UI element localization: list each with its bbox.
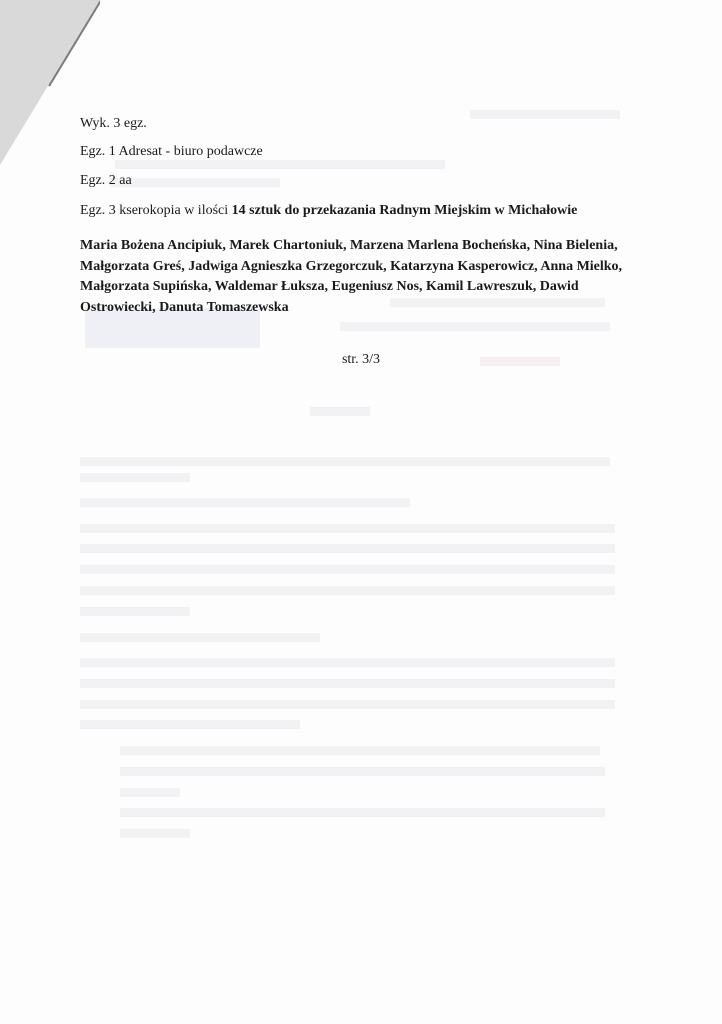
copy-3-line xyxy=(80,202,577,220)
recipients-list: Maria Bożena Ancipiuk, Marek Chartoniuk, Marzena Marlena Bocheńska, Nina Bielenia, Małgorzata Greś, Jadwiga Agnieszka Grzegorczuk, Katarzyna Kasperowicz, Anna Mielko, Małgorzata Supińska, Waldemar Łuksza, Eugeniusz Nos, Kamil Lawreszuk, Dawid Ostrowiecki, Danuta Tomaszewska xyxy=(80,238,623,315)
page-number: str. 3/3 xyxy=(341,352,381,367)
copy-3-emphasis: 14 sztuk do przekazania Radnym Miejskim w Michałowie xyxy=(231,203,578,218)
copies-count-line: Wyk. 3 egz. xyxy=(80,116,147,131)
copy-3-prefix: Egz. 3 kserokopia w ilości xyxy=(80,203,232,218)
copy-2-line: Egz. 2 aa xyxy=(80,173,132,188)
folded-corner-edge xyxy=(0,0,100,165)
copy-1-line: Egz. 1 Adresat - biuro podawcze xyxy=(80,144,263,159)
